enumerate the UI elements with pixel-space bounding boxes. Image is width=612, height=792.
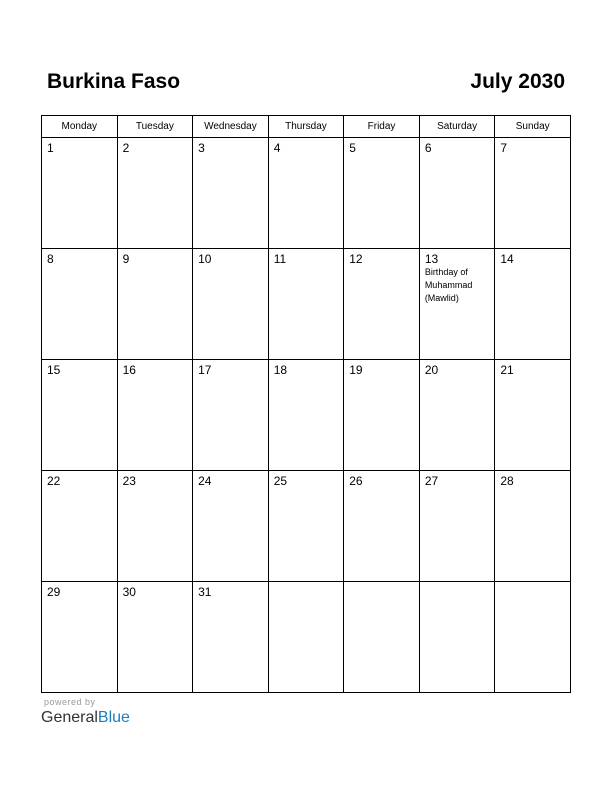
week-row-5 bbox=[42, 582, 571, 693]
day-number: 6 bbox=[424, 141, 432, 155]
day-cell bbox=[117, 249, 193, 360]
day-cell bbox=[42, 360, 118, 471]
day-cell bbox=[344, 471, 420, 582]
day-number: 27 bbox=[424, 474, 439, 488]
day-number: 28 bbox=[500, 474, 514, 488]
day-number: 4 bbox=[273, 141, 281, 155]
day-number: 23 bbox=[122, 474, 136, 488]
day-cell bbox=[495, 471, 571, 582]
day-cell bbox=[193, 138, 269, 249]
day-number: 26 bbox=[349, 474, 363, 488]
day-cell bbox=[419, 360, 495, 471]
calendar-grid bbox=[41, 115, 571, 693]
logo-blue-text: Blue bbox=[97, 709, 130, 726]
day-cell bbox=[419, 138, 495, 249]
day-cell bbox=[193, 360, 269, 471]
day-cell bbox=[495, 249, 571, 360]
weekday-saturday: Saturday bbox=[419, 116, 495, 138]
day-cell bbox=[117, 582, 193, 693]
day-cell bbox=[268, 471, 344, 582]
day-number: 11 bbox=[273, 252, 287, 266]
generalblue-logo bbox=[41, 708, 130, 728]
day-number: 16 bbox=[122, 363, 136, 377]
day-cell-holiday bbox=[419, 249, 495, 360]
day-number: 9 bbox=[122, 252, 130, 266]
day-cell bbox=[193, 471, 269, 582]
day-cell bbox=[495, 360, 571, 471]
day-number: 21 bbox=[500, 363, 514, 377]
day-number: 3 bbox=[198, 141, 205, 155]
day-cell-empty bbox=[268, 582, 344, 693]
powered-by-label: powered by bbox=[44, 697, 96, 707]
day-cell bbox=[193, 582, 269, 693]
day-cell bbox=[42, 582, 118, 693]
day-number: 17 bbox=[198, 363, 212, 377]
day-number: 18 bbox=[273, 363, 288, 377]
country-title: Burkina Faso bbox=[47, 70, 181, 93]
day-cell-empty bbox=[419, 582, 495, 693]
day-number: 22 bbox=[47, 474, 61, 488]
day-number: 15 bbox=[47, 363, 61, 377]
day-cell bbox=[344, 360, 420, 471]
day-number: 2 bbox=[122, 141, 130, 155]
day-cell-empty bbox=[495, 582, 571, 693]
holiday-label-line-2: Muhammad bbox=[424, 280, 473, 290]
day-number: 25 bbox=[273, 474, 288, 488]
week-row-4 bbox=[42, 471, 571, 582]
day-number: 19 bbox=[349, 363, 363, 377]
weekday-thursday: Thursday bbox=[268, 116, 344, 138]
footer-branding bbox=[41, 697, 130, 728]
day-cell bbox=[268, 138, 344, 249]
weekday-header-row bbox=[42, 116, 571, 138]
day-cell bbox=[42, 138, 118, 249]
day-cell bbox=[419, 471, 495, 582]
day-number: 31 bbox=[198, 585, 212, 599]
day-number: 1 bbox=[47, 141, 54, 155]
day-cell bbox=[495, 138, 571, 249]
day-cell bbox=[193, 249, 269, 360]
calendar-header bbox=[47, 70, 565, 100]
week-row-2 bbox=[42, 249, 571, 360]
day-number: 29 bbox=[47, 585, 61, 599]
day-number: 5 bbox=[349, 141, 356, 155]
month-title: July 2030 bbox=[470, 70, 565, 93]
day-number: 12 bbox=[349, 252, 363, 266]
day-number: 10 bbox=[198, 252, 212, 266]
day-cell bbox=[268, 360, 344, 471]
week-row-1 bbox=[42, 138, 571, 249]
day-cell bbox=[42, 249, 118, 360]
day-cell bbox=[117, 360, 193, 471]
weekday-monday: Monday bbox=[42, 116, 118, 138]
day-cell bbox=[117, 471, 193, 582]
day-number: 13 bbox=[424, 252, 439, 266]
day-number: 20 bbox=[424, 363, 439, 377]
weekday-tuesday: Tuesday bbox=[117, 116, 193, 138]
day-cell bbox=[344, 249, 420, 360]
day-number: 14 bbox=[500, 252, 514, 266]
day-cell bbox=[268, 249, 344, 360]
day-cell bbox=[42, 471, 118, 582]
day-number: 8 bbox=[47, 252, 54, 266]
day-number: 24 bbox=[198, 474, 212, 488]
day-cell-empty bbox=[344, 582, 420, 693]
holiday-label-line-1: Birthday of bbox=[424, 267, 468, 277]
day-cell bbox=[117, 138, 193, 249]
day-cell bbox=[344, 138, 420, 249]
holiday-label-line-3: (Mawlid) bbox=[424, 293, 459, 303]
weekday-sunday: Sunday bbox=[495, 116, 571, 138]
day-number: 7 bbox=[500, 141, 508, 155]
logo-general-text: General bbox=[41, 709, 98, 726]
weekday-friday: Friday bbox=[344, 116, 420, 138]
week-row-3 bbox=[42, 360, 571, 471]
day-number: 30 bbox=[122, 585, 136, 599]
weekday-wednesday: Wednesday bbox=[193, 116, 269, 138]
